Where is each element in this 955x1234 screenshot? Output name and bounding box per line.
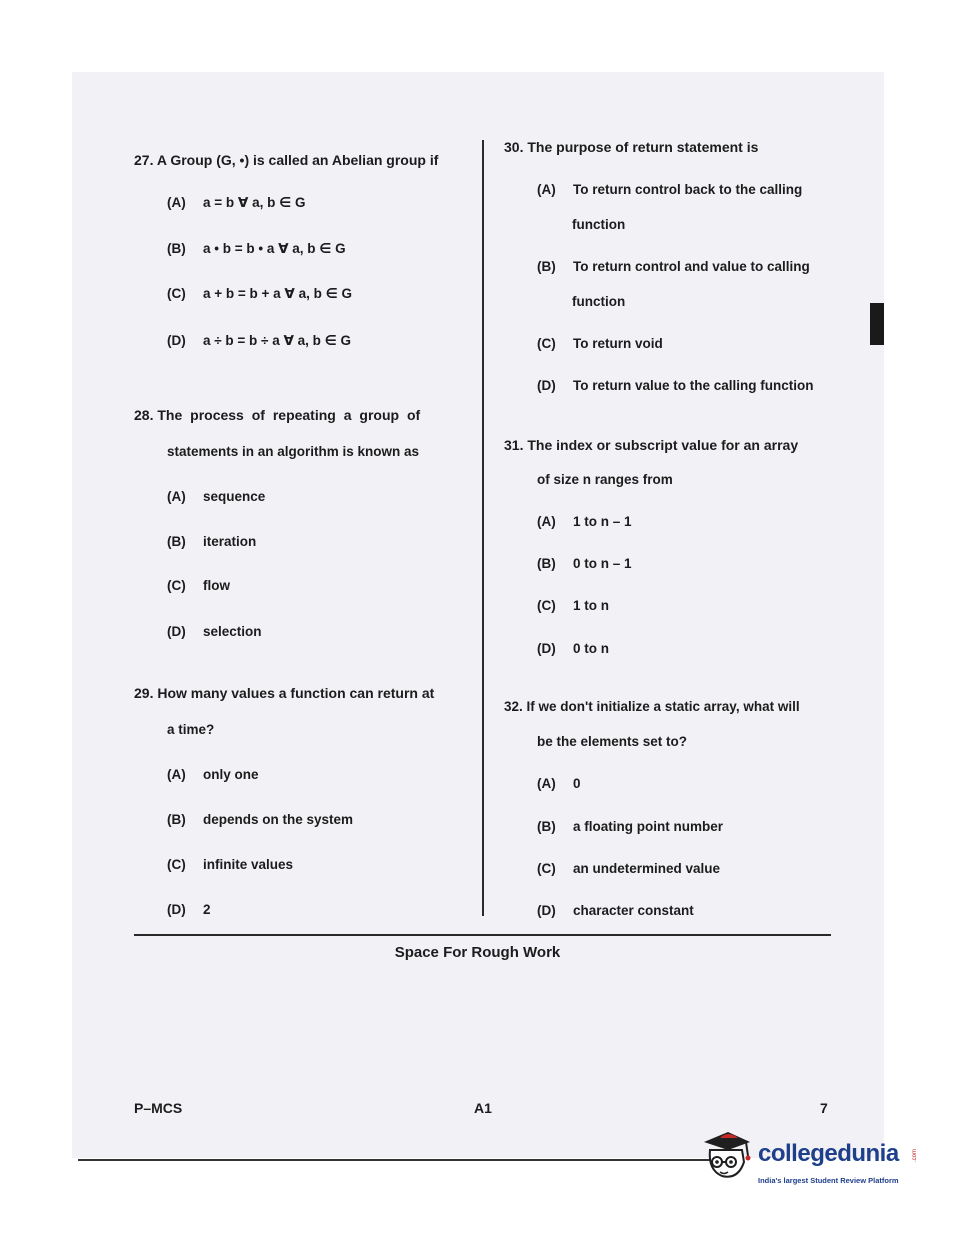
question-text: The index or subscript value for an array: [527, 437, 799, 453]
q32-option-a: (A) 0: [537, 776, 581, 791]
question-number: 31.: [504, 437, 524, 453]
footer-code: P–MCS: [134, 1100, 183, 1116]
question-29: [134, 685, 434, 701]
logo-tagline: India's largest Student Review Platform: [758, 1176, 899, 1185]
q31-option-c: (C) 1 to n: [537, 598, 609, 613]
q27-option-c: (C) a + b = b + a ∀ a, b ∈ G: [167, 286, 352, 301]
section-rule: [134, 934, 831, 936]
question-32-cont: be the elements set to?: [537, 734, 688, 749]
column-divider: [482, 140, 484, 916]
question-30: [504, 139, 758, 155]
question-27: [134, 152, 438, 168]
q29-option-a: (A) only one: [167, 767, 259, 782]
q29-option-d: (D) 2: [167, 902, 211, 917]
q31-option-a: (A) 1 to n – 1: [537, 514, 632, 529]
q29-option-b: (B) depends on the system: [167, 812, 354, 827]
question-32: [504, 699, 800, 715]
question-28-cont: statements in an algorithm is known as: [167, 444, 420, 459]
q31-option-d: (D) 0 to n: [537, 641, 609, 656]
q30-option-b-cont: function: [572, 294, 626, 309]
q29-option-c: (C) infinite values: [167, 857, 294, 872]
q28-option-b: (B) iteration: [167, 534, 257, 549]
question-text: A Group (G, •) is called an Abelian group if: [156, 152, 439, 168]
question-number: 29.: [134, 685, 154, 701]
q32-option-d: (D) character constant: [537, 903, 694, 918]
q27-option-a: (A) a = b ∀ a, b ∈ G: [167, 195, 306, 210]
bottom-rule: [78, 1159, 718, 1161]
question-number: 28.: [134, 407, 154, 423]
rough-work-heading: Space For Rough Work: [394, 944, 561, 961]
q27-option-b: (B) a • b = b • a ∀ a, b ∈ G: [167, 241, 346, 256]
page-number: 7: [820, 1100, 828, 1116]
question-number: 27.: [134, 152, 154, 168]
question-text: The process of repeating a group of: [157, 407, 421, 423]
edge-marker: [870, 303, 884, 345]
footer-booklet: A1: [474, 1100, 492, 1116]
q31-option-b: (B) 0 to n – 1: [537, 556, 632, 571]
q32-option-b: (B) a floating point number: [537, 819, 723, 834]
question-text: The purpose of return statement is: [527, 139, 759, 155]
question-number: 30.: [504, 139, 524, 155]
q30-option-a-cont: function: [572, 217, 626, 232]
question-31-cont: of size n ranges from: [537, 472, 673, 487]
q30-option-b: (B) To return control and value to calling: [537, 259, 810, 274]
question-number: 32.: [504, 699, 523, 714]
q28-option-d: (D) selection: [167, 624, 262, 639]
q27-option-d: (D) a ÷ b = b ÷ a ∀ a, b ∈ G: [167, 333, 352, 348]
q30-option-d: (D) To return value to the calling function: [537, 378, 814, 393]
logo-wordmark: collegedunia: [758, 1140, 899, 1167]
question-text: If we don't initialize a static array, what will: [526, 699, 800, 714]
question-31: [504, 437, 798, 453]
question-paper-page: [72, 72, 884, 1158]
q30-option-c: (C) To return void: [537, 336, 663, 351]
q28-option-c: (C) flow: [167, 578, 230, 593]
q30-option-a: (A) To return control back to the calling: [537, 182, 803, 197]
question-text: How many values a function can return at: [157, 685, 435, 701]
question-29-cont: a time?: [167, 722, 215, 737]
q32-option-c: (C) an undetermined value: [537, 861, 721, 876]
q28-option-a: (A) sequence: [167, 489, 266, 504]
logo-suffix: .com: [912, 1148, 918, 1162]
question-28: [134, 407, 420, 423]
